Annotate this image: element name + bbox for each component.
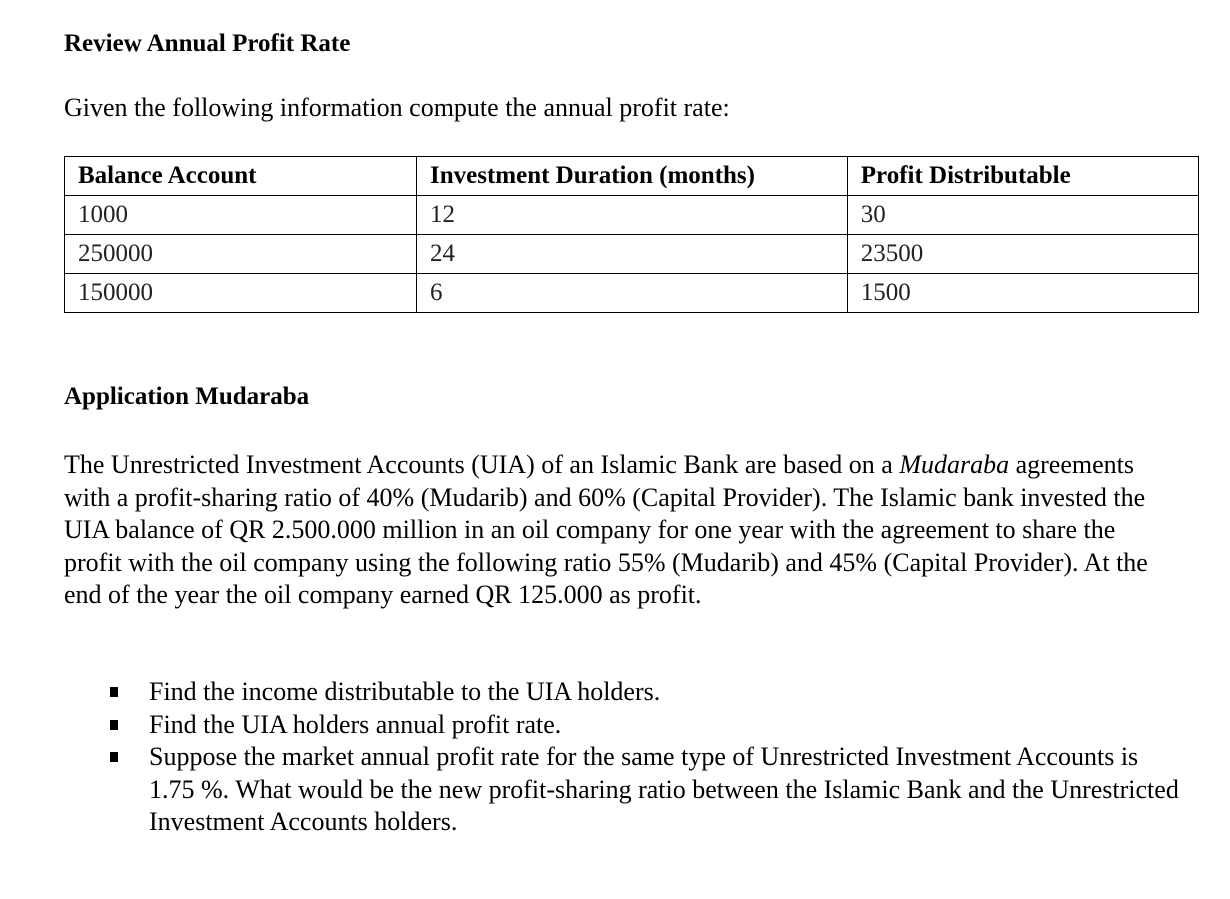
cell-balance: 150000 [65, 274, 417, 313]
paragraph-text-start: The Unrestricted Investment Accounts (UIA) of an Islamic Bank are based on a [64, 450, 900, 479]
paragraph-italic-term: Mudaraba [899, 450, 1010, 479]
header-investment-duration: Investment Duration (months) [416, 157, 847, 196]
list-item [0, 741, 1180, 839]
task-text: Suppose the market annual profit rate for the same type of Unrestricted Investment Accounts is 1.75 %. What would be the new profit-sharing ratio between the Islamic Bank and the Unrestricted Investment Accounts holders. [149, 742, 1179, 837]
intro-text: Given the following information compute the annual profit rate: [64, 93, 730, 122]
table-header-row [65, 157, 1199, 196]
list-item [0, 676, 1180, 709]
cell-profit: 1500 [847, 274, 1198, 313]
paragraph-text-rest: agreements with a profit-sharing ratio of 40% (Mudarib) and 60% (Capital Provider). The Islamic bank invested the UIA balance of QR 2.500.000 million in an oil company for one year with the agreement to share the profit with the oil company using the following ratio 55% (Mudarib) and 45% (Capital Provider). At the end of the year the oil company earned QR 125.000 as profit. [64, 450, 1148, 610]
square-bullet-icon [110, 687, 118, 697]
table-row [65, 196, 1199, 235]
table-row [65, 274, 1199, 313]
list-item [0, 709, 1180, 742]
cell-duration: 24 [416, 235, 847, 274]
cell-profit: 23500 [847, 235, 1198, 274]
cell-balance: 1000 [65, 196, 417, 235]
header-profit-distributable: Profit Distributable [847, 157, 1198, 196]
mudaraba-paragraph [64, 449, 1174, 612]
square-bullet-icon [110, 720, 118, 730]
cell-balance: 250000 [65, 235, 417, 274]
task-text: Find the income distributable to the UIA holders. [149, 677, 661, 706]
profit-data-table [64, 156, 1199, 313]
cell-profit: 30 [847, 196, 1198, 235]
task-list [0, 676, 1180, 839]
section-title-application-mudaraba: Application Mudaraba [64, 383, 310, 410]
square-bullet-icon [110, 752, 118, 762]
cell-duration: 6 [416, 274, 847, 313]
cell-duration: 12 [416, 196, 847, 235]
section-title-review-annual-profit-rate: Review Annual Profit Rate [64, 30, 351, 57]
header-balance-account: Balance Account [65, 157, 417, 196]
table-row [65, 235, 1199, 274]
task-text: Find the UIA holders annual profit rate. [149, 709, 562, 739]
